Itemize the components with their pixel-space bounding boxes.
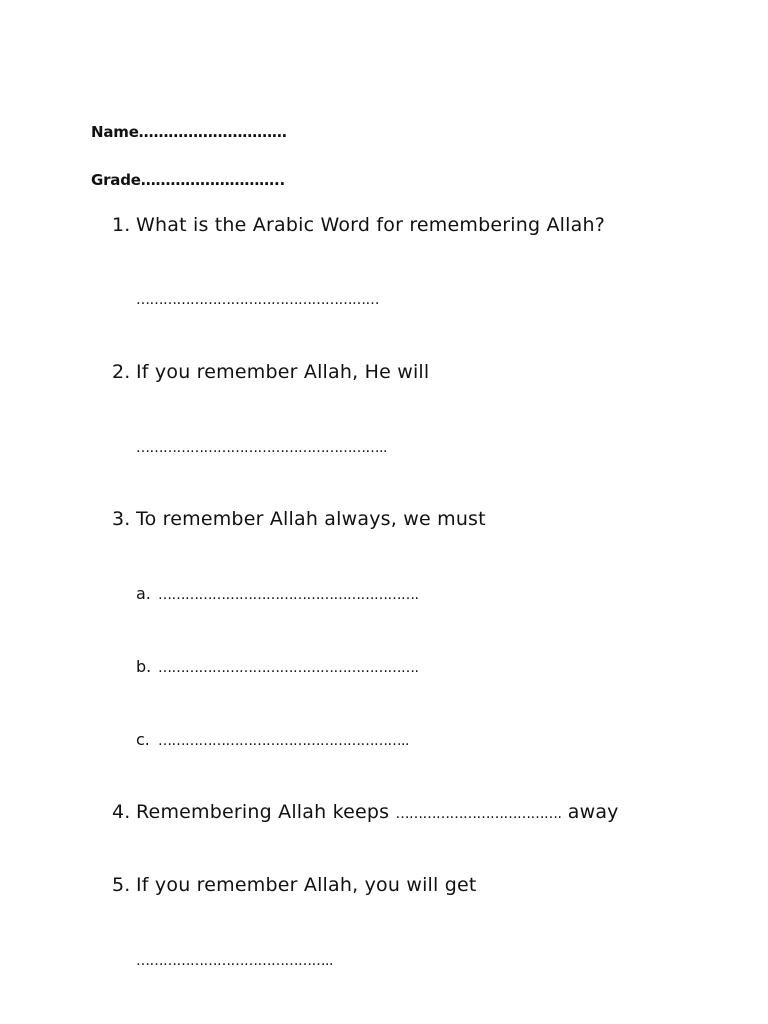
sub-item-c [136, 730, 409, 749]
name-field[interactable]: Name………………………… [91, 123, 287, 141]
question-number: 5. [112, 874, 131, 896]
question-number: 4. [112, 801, 131, 823]
question-number: 1. [112, 214, 131, 236]
answer-line-2[interactable]: ……………………………………………….. [136, 440, 387, 456]
question-number: 2. [112, 361, 131, 383]
answer-line-3b[interactable]: …………………………………………………. [158, 660, 419, 676]
question-number: 3. [112, 508, 131, 530]
answer-line-1[interactable]: ……………………………………………… [136, 292, 379, 308]
sub-item-b [136, 657, 418, 676]
sub-item-letter: b. [136, 657, 152, 676]
question-5 [112, 874, 477, 896]
question-text: If you remember Allah, He will [136, 361, 430, 383]
question-text-before: Remembering Allah keeps [136, 801, 390, 823]
question-4 [112, 801, 619, 823]
question-text-after: away [567, 801, 619, 823]
grade-field[interactable]: Grade……………………….. [91, 171, 285, 189]
sub-item-letter: c. [136, 730, 150, 749]
answer-line-4[interactable]: ………………………………. [395, 806, 562, 822]
sub-item-a [136, 584, 418, 603]
answer-line-5[interactable]: …………………………………….. [136, 953, 333, 969]
question-1 [112, 214, 605, 236]
sub-item-letter: a. [136, 584, 151, 603]
question-2 [112, 361, 429, 383]
question-text: What is the Arabic Word for remembering Allah? [136, 214, 606, 236]
question-text: If you remember Allah, you will get [136, 874, 477, 896]
question-3 [112, 508, 486, 530]
answer-line-3c[interactable]: ……………………………………………….. [158, 733, 409, 749]
answer-line-3a[interactable]: …………………………………………………. [158, 587, 419, 603]
question-text: To remember Allah always, we must [136, 508, 486, 530]
